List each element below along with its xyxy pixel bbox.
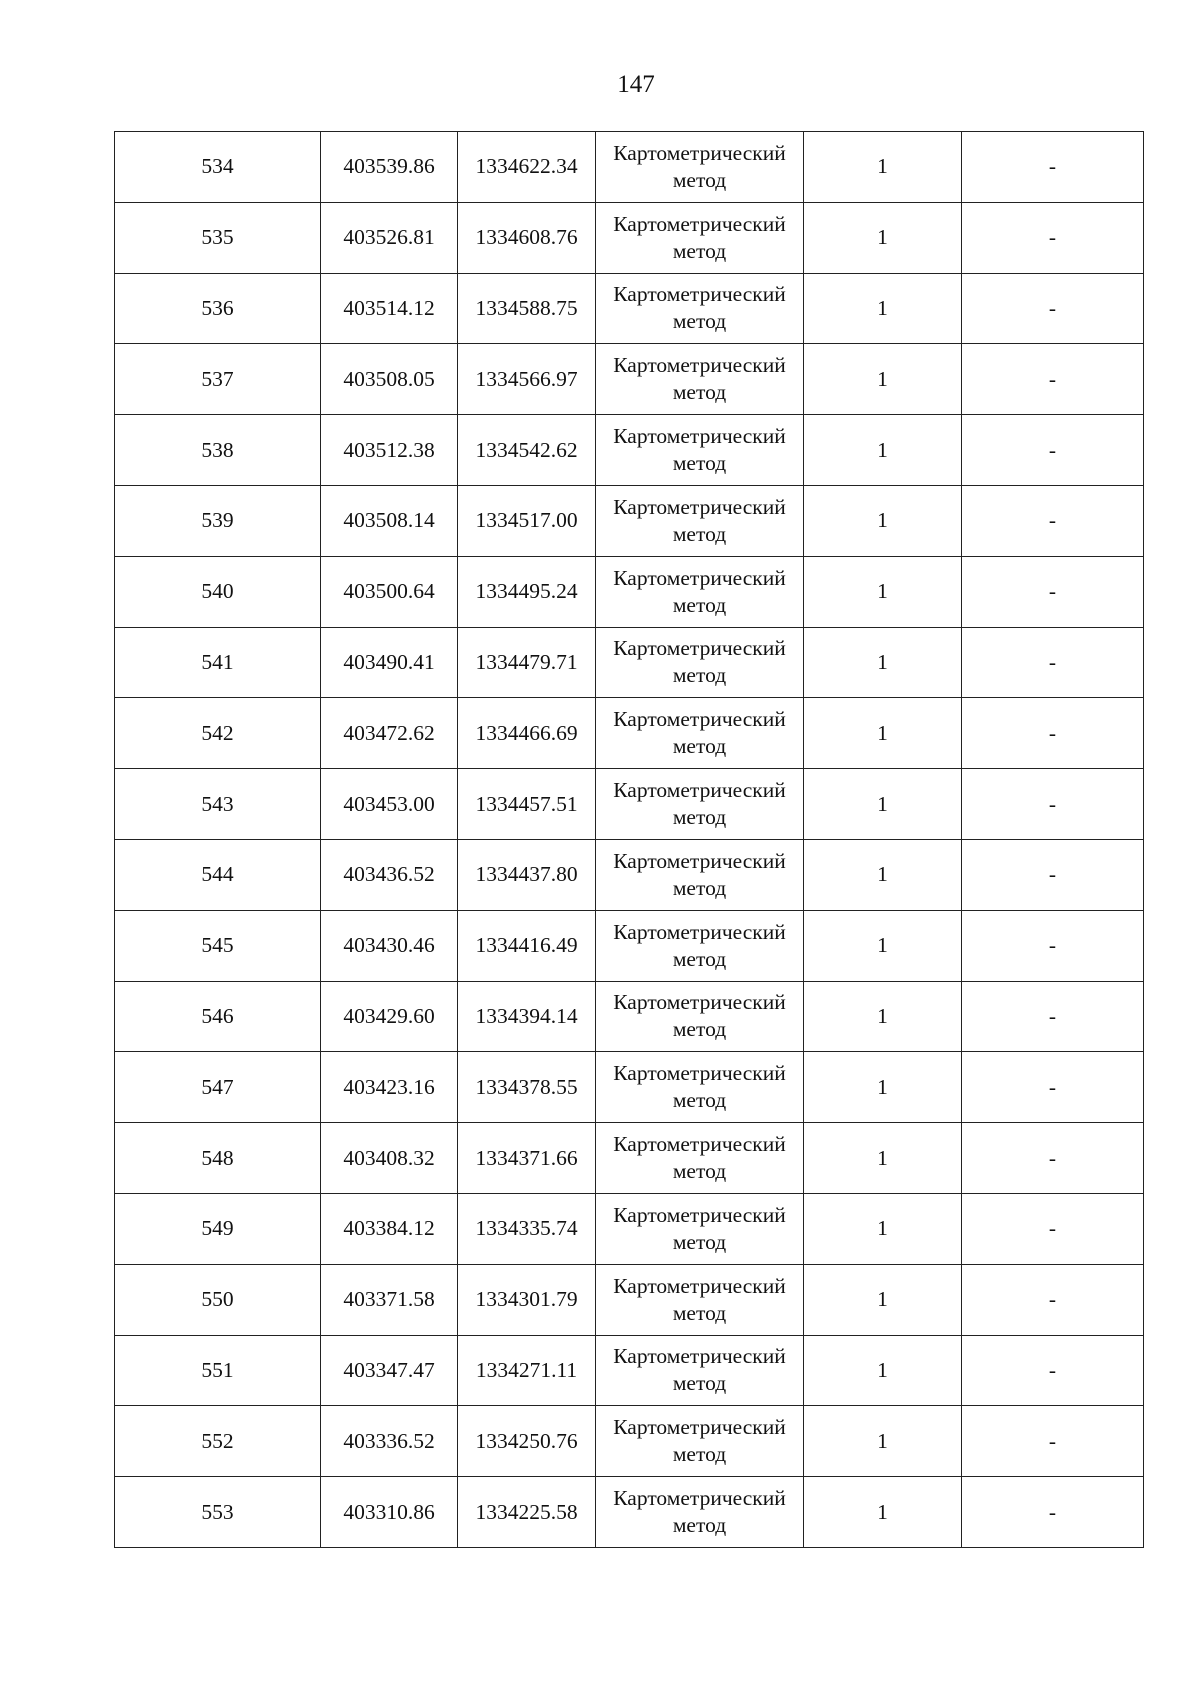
y-coordinate-cell: 1334250.76 xyxy=(458,1406,596,1477)
note-cell: - xyxy=(962,132,1144,203)
note-cell: - xyxy=(962,556,1144,627)
accuracy-cell: 1 xyxy=(804,1123,962,1194)
x-coordinate-cell: 403512.38 xyxy=(321,415,458,486)
method-line-2: метод xyxy=(672,1159,727,1184)
method-line-1: Картометрический xyxy=(613,211,786,236)
method-line-1: Картометрический xyxy=(613,919,786,944)
x-coordinate-cell: 403408.32 xyxy=(321,1123,458,1194)
y-coordinate-cell: 1334466.69 xyxy=(458,698,596,769)
x-coordinate-cell: 403429.60 xyxy=(321,981,458,1052)
method-line-1: Картометрический xyxy=(613,1061,786,1086)
accuracy-cell: 1 xyxy=(804,698,962,769)
note-cell: - xyxy=(962,485,1144,556)
y-coordinate-cell: 1334495.24 xyxy=(458,556,596,627)
accuracy-cell: 1 xyxy=(804,1477,962,1548)
x-coordinate-cell: 403430.46 xyxy=(321,910,458,981)
x-coordinate-cell: 403347.47 xyxy=(321,1335,458,1406)
method-line-1: Картометрический xyxy=(613,848,786,873)
point-number-cell: 551 xyxy=(115,1335,321,1406)
method-cell xyxy=(596,1052,804,1123)
table-row xyxy=(115,485,1144,556)
method-cell xyxy=(596,202,804,273)
method-cell xyxy=(596,769,804,840)
y-coordinate-cell: 1334371.66 xyxy=(458,1123,596,1194)
point-number-cell: 536 xyxy=(115,273,321,344)
accuracy-cell: 1 xyxy=(804,1406,962,1477)
method-line-2: метод xyxy=(672,521,727,546)
table-row xyxy=(115,839,1144,910)
x-coordinate-cell: 403371.58 xyxy=(321,1264,458,1335)
note-cell: - xyxy=(962,1193,1144,1264)
method-cell xyxy=(596,1123,804,1194)
accuracy-cell: 1 xyxy=(804,202,962,273)
page-number: 147 xyxy=(617,71,655,98)
accuracy-cell: 1 xyxy=(804,273,962,344)
point-number-cell: 539 xyxy=(115,485,321,556)
table-row xyxy=(115,1406,1144,1477)
method-line-2: метод xyxy=(672,1513,727,1538)
y-coordinate-cell: 1334566.97 xyxy=(458,344,596,415)
point-number-cell: 547 xyxy=(115,1052,321,1123)
method-line-2: метод xyxy=(672,1088,727,1113)
note-cell: - xyxy=(962,415,1144,486)
y-coordinate-cell: 1334378.55 xyxy=(458,1052,596,1123)
table-row xyxy=(115,1123,1144,1194)
method-line-1: Картометрический xyxy=(613,1273,786,1298)
x-coordinate-cell: 403423.16 xyxy=(321,1052,458,1123)
accuracy-cell: 1 xyxy=(804,910,962,981)
x-coordinate-cell: 403514.12 xyxy=(321,273,458,344)
method-line-1: Картометрический xyxy=(613,353,786,378)
method-line-2: метод xyxy=(672,592,727,617)
method-line-2: метод xyxy=(672,380,727,405)
table-row xyxy=(115,1193,1144,1264)
y-coordinate-cell: 1334394.14 xyxy=(458,981,596,1052)
point-number-cell: 544 xyxy=(115,839,321,910)
x-coordinate-cell: 403508.14 xyxy=(321,485,458,556)
x-coordinate-cell: 403336.52 xyxy=(321,1406,458,1477)
x-coordinate-cell: 403500.64 xyxy=(321,556,458,627)
x-coordinate-cell: 403490.41 xyxy=(321,627,458,698)
note-cell: - xyxy=(962,202,1144,273)
accuracy-cell: 1 xyxy=(804,556,962,627)
point-number-cell: 543 xyxy=(115,769,321,840)
x-coordinate-cell: 403472.62 xyxy=(321,698,458,769)
point-number-cell: 534 xyxy=(115,132,321,203)
point-number-cell: 538 xyxy=(115,415,321,486)
method-cell xyxy=(596,132,804,203)
y-coordinate-cell: 1334225.58 xyxy=(458,1477,596,1548)
accuracy-cell: 1 xyxy=(804,839,962,910)
y-coordinate-cell: 1334479.71 xyxy=(458,627,596,698)
note-cell: - xyxy=(962,344,1144,415)
method-line-1: Картометрический xyxy=(613,1415,786,1440)
accuracy-cell: 1 xyxy=(804,1052,962,1123)
x-coordinate-cell: 403539.86 xyxy=(321,132,458,203)
table-row xyxy=(115,981,1144,1052)
point-number-cell: 549 xyxy=(115,1193,321,1264)
method-line-1: Картометрический xyxy=(613,778,786,803)
y-coordinate-cell: 1334457.51 xyxy=(458,769,596,840)
y-coordinate-cell: 1334542.62 xyxy=(458,415,596,486)
point-number-cell: 548 xyxy=(115,1123,321,1194)
y-coordinate-cell: 1334622.34 xyxy=(458,132,596,203)
accuracy-cell: 1 xyxy=(804,627,962,698)
table-row xyxy=(115,273,1144,344)
method-line-1: Картометрический xyxy=(613,1132,786,1157)
method-line-1: Картометрический xyxy=(613,565,786,590)
method-cell xyxy=(596,1406,804,1477)
table-row xyxy=(115,1264,1144,1335)
point-number-cell: 552 xyxy=(115,1406,321,1477)
x-coordinate-cell: 403436.52 xyxy=(321,839,458,910)
point-number-cell: 553 xyxy=(115,1477,321,1548)
table-row xyxy=(115,202,1144,273)
method-cell xyxy=(596,1335,804,1406)
method-line-1: Картометрический xyxy=(613,282,786,307)
table-row xyxy=(115,1335,1144,1406)
table-row xyxy=(115,556,1144,627)
method-line-1: Картометрический xyxy=(613,424,786,449)
x-coordinate-cell: 403310.86 xyxy=(321,1477,458,1548)
note-cell: - xyxy=(962,1477,1144,1548)
method-line-1: Картометрический xyxy=(613,1486,786,1511)
method-cell xyxy=(596,910,804,981)
table-row xyxy=(115,415,1144,486)
note-cell: - xyxy=(962,1052,1144,1123)
accuracy-cell: 1 xyxy=(804,1193,962,1264)
note-cell: - xyxy=(962,839,1144,910)
table-row xyxy=(115,132,1144,203)
method-line-2: метод xyxy=(672,451,727,476)
table-row xyxy=(115,1477,1144,1548)
x-coordinate-cell: 403453.00 xyxy=(321,769,458,840)
method-line-1: Картометрический xyxy=(613,1202,786,1227)
method-line-1: Картометрический xyxy=(613,990,786,1015)
accuracy-cell: 1 xyxy=(804,769,962,840)
method-line-2: метод xyxy=(672,1229,727,1254)
method-cell xyxy=(596,273,804,344)
note-cell: - xyxy=(962,981,1144,1052)
point-number-cell: 537 xyxy=(115,344,321,415)
method-line-1: Картометрический xyxy=(613,636,786,661)
accuracy-cell: 1 xyxy=(804,1264,962,1335)
accuracy-cell: 1 xyxy=(804,415,962,486)
x-coordinate-cell: 403526.81 xyxy=(321,202,458,273)
method-line-2: метод xyxy=(672,1300,727,1325)
point-number-cell: 542 xyxy=(115,698,321,769)
method-line-2: метод xyxy=(672,167,727,192)
method-line-2: метод xyxy=(672,663,727,688)
y-coordinate-cell: 1334416.49 xyxy=(458,910,596,981)
note-cell: - xyxy=(962,273,1144,344)
y-coordinate-cell: 1334271.11 xyxy=(458,1335,596,1406)
method-line-2: метод xyxy=(672,1371,727,1396)
point-number-cell: 546 xyxy=(115,981,321,1052)
method-line-2: метод xyxy=(672,946,727,971)
method-cell xyxy=(596,415,804,486)
accuracy-cell: 1 xyxy=(804,344,962,415)
y-coordinate-cell: 1334588.75 xyxy=(458,273,596,344)
table-row xyxy=(115,910,1144,981)
point-number-cell: 545 xyxy=(115,910,321,981)
method-cell xyxy=(596,1264,804,1335)
method-line-2: метод xyxy=(672,238,727,263)
y-coordinate-cell: 1334335.74 xyxy=(458,1193,596,1264)
method-line-1: Картометрический xyxy=(613,707,786,732)
method-line-1: Картометрический xyxy=(613,494,786,519)
accuracy-cell: 1 xyxy=(804,485,962,556)
method-cell xyxy=(596,485,804,556)
method-cell xyxy=(596,981,804,1052)
method-cell xyxy=(596,627,804,698)
method-line-2: метод xyxy=(672,734,727,759)
note-cell: - xyxy=(962,769,1144,840)
point-number-cell: 535 xyxy=(115,202,321,273)
note-cell: - xyxy=(962,1264,1144,1335)
table-row xyxy=(115,627,1144,698)
point-number-cell: 541 xyxy=(115,627,321,698)
method-line-2: метод xyxy=(672,1017,727,1042)
accuracy-cell: 1 xyxy=(804,981,962,1052)
note-cell: - xyxy=(962,910,1144,981)
method-line-2: метод xyxy=(672,805,727,830)
note-cell: - xyxy=(962,627,1144,698)
x-coordinate-cell: 403384.12 xyxy=(321,1193,458,1264)
y-coordinate-cell: 1334608.76 xyxy=(458,202,596,273)
method-line-2: метод xyxy=(672,1442,727,1467)
table-row xyxy=(115,1052,1144,1123)
x-coordinate-cell: 403508.05 xyxy=(321,344,458,415)
table-row xyxy=(115,698,1144,769)
y-coordinate-cell: 1334301.79 xyxy=(458,1264,596,1335)
accuracy-cell: 1 xyxy=(804,1335,962,1406)
method-cell xyxy=(596,556,804,627)
method-line-1: Картометрический xyxy=(613,1344,786,1369)
note-cell: - xyxy=(962,698,1144,769)
method-line-2: метод xyxy=(672,875,727,900)
note-cell: - xyxy=(962,1123,1144,1194)
method-cell xyxy=(596,839,804,910)
note-cell: - xyxy=(962,1406,1144,1477)
note-cell: - xyxy=(962,1335,1144,1406)
point-number-cell: 550 xyxy=(115,1264,321,1335)
method-cell xyxy=(596,1193,804,1264)
y-coordinate-cell: 1334517.00 xyxy=(458,485,596,556)
y-coordinate-cell: 1334437.80 xyxy=(458,839,596,910)
table-row xyxy=(115,769,1144,840)
point-number-cell: 540 xyxy=(115,556,321,627)
coordinates-table xyxy=(114,131,1144,1548)
method-cell xyxy=(596,344,804,415)
table-row xyxy=(115,344,1144,415)
method-cell xyxy=(596,1477,804,1548)
method-line-1: Картометрический xyxy=(613,140,786,165)
method-cell xyxy=(596,698,804,769)
accuracy-cell: 1 xyxy=(804,132,962,203)
method-line-2: метод xyxy=(672,309,727,334)
